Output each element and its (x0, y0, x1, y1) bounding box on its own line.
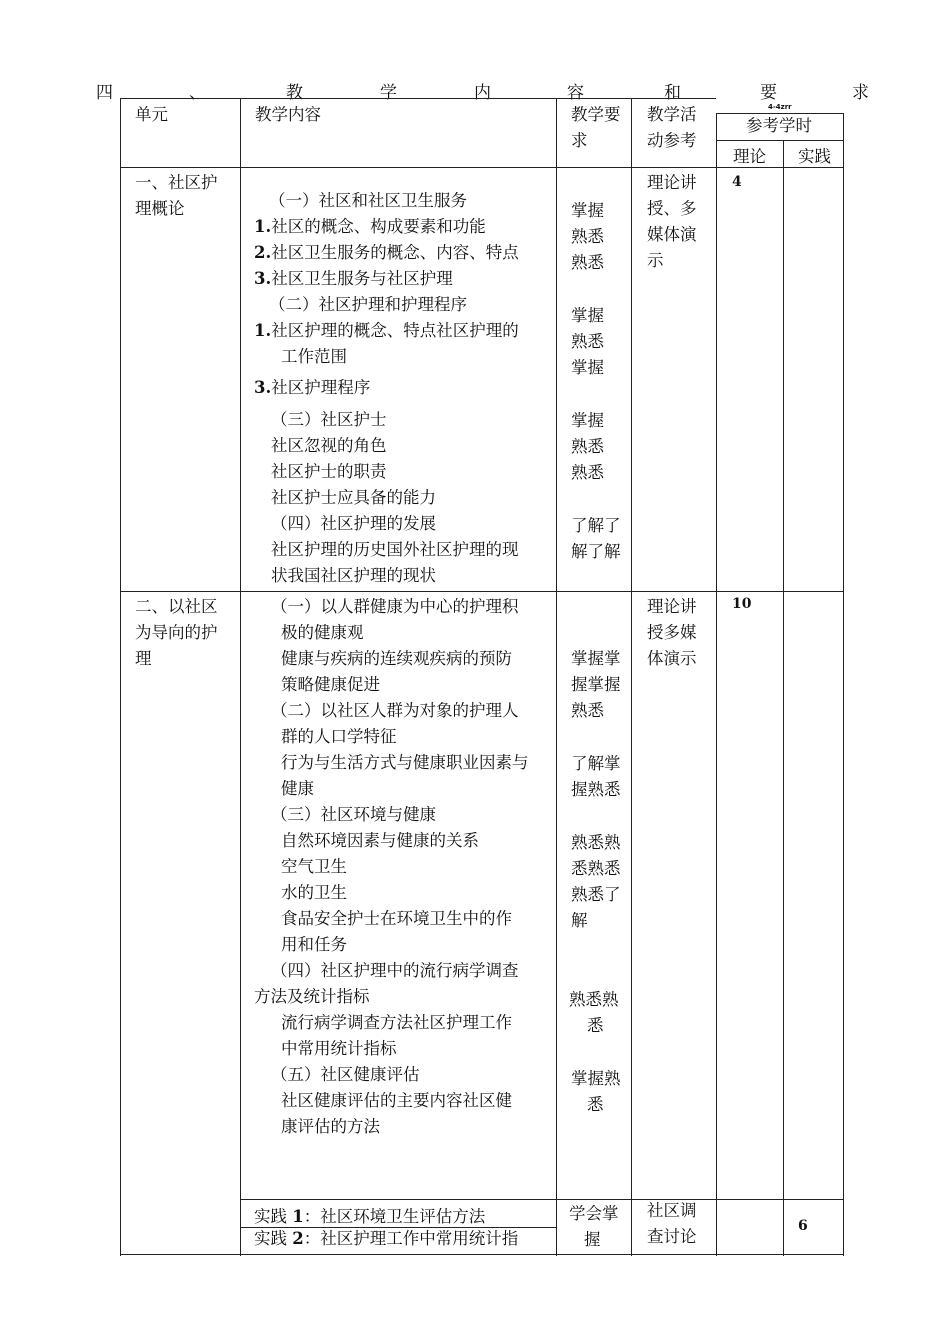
title-char: 要 (760, 83, 777, 103)
title-char: 四 (96, 83, 113, 103)
row1-unit-line: 理概论 (135, 199, 185, 218)
header-theory-label: 理论 (733, 147, 766, 166)
content-line: （三）社区环境与健康 (271, 805, 436, 824)
content-line: 3.社区护理程序 (254, 378, 371, 397)
content-line: （二）以社区人群为对象的护理人 (271, 701, 519, 720)
content-line: 极的健康观 (281, 623, 364, 642)
requirement-line: 了解掌 (571, 754, 621, 773)
practice-label: 实践 1： (254, 1207, 321, 1226)
requirement-line: 掌握 (571, 358, 604, 377)
content-line: 工作范围 (281, 347, 347, 366)
activity-line: 查讨论 (647, 1227, 697, 1246)
header-content-label: 教学内容 (255, 105, 321, 124)
row2-unit-line: 为导向的护 (135, 623, 218, 642)
header-theory (733, 144, 766, 170)
requirement-line: 悉 (587, 1016, 604, 1035)
content-line: 食品安全护士在环境卫生中的作 (281, 909, 512, 928)
section-title (96, 78, 870, 103)
col-rule-theory (716, 113, 717, 1256)
content-line: 健康 (281, 779, 314, 798)
title-char: 学 (380, 83, 397, 103)
activity-line: 体演示 (647, 649, 697, 668)
activity-line: 媒体演 (647, 225, 697, 244)
content-line: 社区忽视的角色 (271, 436, 387, 455)
course-content-table (120, 98, 844, 1256)
header-ref-hours (746, 113, 812, 139)
header-activity (647, 102, 697, 154)
col-rule-content (240, 98, 241, 1256)
title-char: 教 (286, 83, 303, 103)
row3-activity (647, 1198, 697, 1250)
content-line: 2.社区卫生服务的概念、内容、特点 (254, 243, 519, 262)
content-line: 社区健康评估的主要内容社区健 (281, 1091, 512, 1110)
content-line: 水的卫生 (281, 883, 347, 902)
content-line: 空气卫生 (281, 857, 347, 876)
requirement-line: 熟悉了 (571, 885, 621, 904)
row2-unit-line: 二、以社区 (135, 597, 218, 616)
header-activity-line: 动参考 (647, 131, 697, 150)
requirement-line: 掌握熟 (571, 1069, 621, 1088)
requirement-line: 掌握掌 (571, 649, 621, 668)
title-char: 求 (852, 83, 869, 103)
practice-text: 社区环境卫生评估方法 (320, 1207, 486, 1226)
practice-top-rule (240, 1199, 844, 1200)
header-requirement-line: 教学要 (571, 105, 621, 124)
row2-theory-hours: 10 (732, 596, 752, 612)
content-line: 群的人口学特征 (281, 727, 397, 746)
content-line: （一）社区和社区卫生服务 (269, 191, 467, 210)
requirement-line: 掌握 (571, 411, 604, 430)
content-line: 社区护士应具备的能力 (271, 488, 436, 507)
requirement-line: 熟悉 (571, 227, 604, 246)
header-practice (798, 144, 831, 170)
header-content (255, 102, 321, 128)
requirement-line: 悉熟悉 (571, 859, 621, 878)
requirement-line: 熟悉熟 (571, 833, 621, 852)
hours-subheader-rule (716, 140, 844, 141)
activity-line: 社区调 (647, 1201, 697, 1220)
requirement-line: 握 (584, 1230, 601, 1249)
title-char: 容 (567, 83, 584, 103)
row2-activity (647, 594, 697, 672)
title-char: 内 (474, 83, 491, 103)
content-line: （三）社区护士 (271, 410, 387, 429)
requirement-line: 熟悉 (571, 437, 604, 456)
row3-practice-hours: 6 (798, 1218, 808, 1234)
title-char: 、 (189, 83, 206, 103)
row3-requirement (569, 1201, 619, 1253)
row1-unit-line: 一、社区护 (135, 173, 218, 192)
requirement-line: 熟悉 (571, 332, 604, 351)
content-line: （四）社区护理中的流行病学调查 (271, 961, 519, 980)
content-line: 社区护理的历史国外社区护理的现 (271, 540, 519, 559)
practice-item-2 (254, 1226, 518, 1254)
col-rule-activity (631, 98, 632, 1256)
content-line: 社区护士的职责 (271, 462, 387, 481)
requirement-line: 学会掌 (569, 1204, 619, 1223)
content-line: 健康与疾病的连续观疾病的预防 (281, 649, 512, 668)
row2-unit (135, 594, 218, 672)
requirement-line: 熟悉 (571, 463, 604, 482)
content-line: 方法及统计指标 (254, 987, 370, 1006)
content-line: 3.社区卫生服务与社区护理 (254, 269, 453, 288)
header-unit (135, 102, 168, 128)
content-line: 康评估的方法 (281, 1117, 380, 1136)
content-line: 行为与生活方式与健康职业因素与 (281, 753, 529, 772)
table-border-left (120, 98, 121, 1256)
content-line: 1.社区护理的概念、特点社区护理的 (254, 321, 519, 340)
header-activity-line: 教学活 (647, 105, 697, 124)
requirement-line: 了解了 (571, 516, 621, 535)
table-border-right (843, 113, 844, 1256)
requirement-line: 悉 (587, 1095, 604, 1114)
row1-activity (647, 170, 697, 274)
requirement-line: 解了解 (571, 542, 621, 561)
content-line: 中常用统计指标 (281, 1039, 397, 1058)
content-line: 策略健康促进 (281, 675, 380, 694)
col-rule-practice (783, 140, 784, 1256)
requirement-line: 握熟悉 (571, 780, 621, 799)
header-practice-label: 实践 (798, 147, 831, 166)
title-char: 和 (664, 83, 681, 103)
requirement-line: 掌握 (571, 306, 604, 325)
requirement-line: 握掌握 (571, 675, 621, 694)
content-line: 自然环境因素与健康的关系 (281, 831, 479, 850)
header-requirement-line: 求 (571, 131, 588, 150)
activity-line: 理论讲 (647, 597, 697, 616)
content-line: 用和任务 (281, 935, 347, 954)
row1-theory-hours: 4 (732, 174, 742, 190)
row1-bottom-rule (120, 591, 844, 592)
requirement-line: 熟悉熟 (569, 990, 619, 1009)
requirement-line: 熟悉 (571, 253, 604, 272)
practice-label: 实践 2： (254, 1229, 321, 1248)
header-tiny-note: 4-4zrr (768, 103, 792, 111)
activity-line: 理论讲 (647, 173, 697, 192)
practice-text: 社区护理工作中常用统计指 (320, 1229, 519, 1248)
content-line: （五）社区健康评估 (271, 1065, 420, 1084)
table-border-bottom (120, 1254, 844, 1255)
activity-line: 授、多 (647, 199, 697, 218)
content-line: （二）社区护理和护理程序 (269, 295, 467, 314)
table-border-top (120, 98, 716, 99)
row1-unit (135, 170, 218, 222)
content-line: （一）以人群健康为中心的护理积 (271, 597, 519, 616)
header-unit-label: 单元 (135, 105, 168, 124)
requirement-line: 熟悉 (571, 701, 604, 720)
col-rule-requirement (556, 98, 557, 1256)
content-line: 状我国社区护理的现状 (271, 566, 436, 585)
header-ref-hours-label: 参考学时 (746, 116, 812, 135)
content-line: （四）社区护理的发展 (271, 514, 436, 533)
requirement-line: 掌握 (571, 201, 604, 220)
content-line: 流行病学调查方法社区护理工作 (281, 1013, 512, 1032)
requirement-line: 解 (571, 911, 588, 930)
content-line: 1.社区的概念、构成要素和功能 (254, 217, 486, 236)
header-requirement (571, 102, 621, 154)
activity-line: 示 (647, 251, 664, 270)
row2-unit-line: 理 (135, 649, 152, 668)
activity-line: 授多媒 (647, 623, 697, 642)
